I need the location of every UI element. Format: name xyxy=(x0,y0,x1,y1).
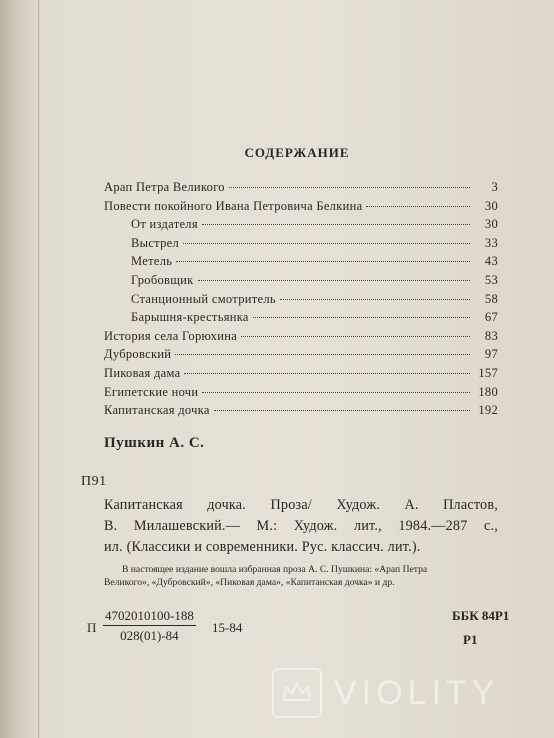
toc-entry-page: 97 xyxy=(484,347,498,362)
toc-entry-title: Капитанская дочка xyxy=(104,403,210,418)
toc-entry-page: 33 xyxy=(484,235,498,250)
crown-icon xyxy=(272,668,322,718)
toc-entry-page: 180 xyxy=(478,384,498,399)
toc-entry-title: Дубровский xyxy=(104,347,172,362)
annotation-line: Великого», «Дубровский», «Пиковая дама», «Капитанская дочка» и др. xyxy=(104,577,395,588)
toc-entry-page: 67 xyxy=(484,310,498,325)
toc-entry-title: От издателя xyxy=(131,217,198,232)
toc-entry-title: Метель xyxy=(131,254,173,269)
toc-entry-title: Арап Петра Великого xyxy=(104,180,225,194)
description-line: ил. (Классики и современники. Рус. классич. лит.). xyxy=(104,539,421,555)
toc-entry-page: 43 xyxy=(484,254,498,269)
toc-leader-dots xyxy=(202,392,470,393)
annotation xyxy=(104,563,500,589)
toc-title: СОДЕРЖАНИЕ xyxy=(244,145,350,160)
toc-leader-dots xyxy=(176,261,470,262)
toc-entry-page: 83 xyxy=(484,328,498,343)
toc-entry-page: 53 xyxy=(484,272,498,287)
toc-entry xyxy=(104,180,498,199)
isbn-denominator: 028(01)-84 xyxy=(120,628,179,643)
bibliographic-description xyxy=(104,495,498,558)
isbn-numerator: 4702010100-188 xyxy=(103,608,196,626)
isbn-fraction xyxy=(103,608,196,644)
toc-leader-dots xyxy=(366,206,470,207)
toc-entry xyxy=(104,236,498,255)
toc-entry xyxy=(104,329,498,348)
toc-entry-page: 192 xyxy=(478,403,498,418)
toc-entry-page: 30 xyxy=(484,217,498,232)
toc-leader-dots xyxy=(202,224,470,225)
toc-entry-page: 157 xyxy=(478,365,498,380)
bbk-index: ББК 84Р1 xyxy=(452,608,510,623)
toc-entry-title: Гробовщик xyxy=(131,272,194,287)
toc-leader-dots xyxy=(214,410,470,411)
toc-entry-title: Повести покойного Ивана Петровича Белкина xyxy=(104,198,363,213)
toc-entry xyxy=(104,254,498,273)
author-heading: Пушкин А. С. xyxy=(104,435,205,451)
toc-entry-title: Египетские ночи xyxy=(104,384,199,399)
description-line: Капитанская дочка. Проза/ Худож. А. Пластов, xyxy=(104,497,498,513)
description-line: В. Милашевский.— М.: Худож. лит., 1984.—287 с., xyxy=(104,518,498,534)
watermark-text: VIOLITY xyxy=(334,673,500,712)
toc-leader-dots xyxy=(184,373,470,374)
toc-entry-title: Выстрел xyxy=(131,235,180,250)
toc-leader-dots xyxy=(175,354,470,355)
isbn-prefix: П xyxy=(87,620,97,635)
toc-entry-title: Пиковая дама xyxy=(104,365,181,380)
toc-entry xyxy=(104,347,498,366)
toc-leader-dots xyxy=(183,243,470,244)
toc-entry xyxy=(104,310,498,329)
toc-leader-dots xyxy=(241,336,470,337)
toc-entry xyxy=(104,199,498,218)
watermark xyxy=(272,668,499,718)
toc-entry-title: Барышня-крестьянка xyxy=(131,310,249,325)
toc-entry xyxy=(104,366,498,385)
bbk-sub-index: Р1 xyxy=(463,632,478,647)
toc-entry xyxy=(104,217,498,236)
toc-entry-title: Станционный смотритель xyxy=(131,291,276,306)
annotation-line: В настоящее издание вошла избранная проза А. С. Пушкина: «Арап Петра xyxy=(122,564,428,575)
toc-entry-title: История села Горюхина xyxy=(104,328,238,343)
toc-entry-page: 3 xyxy=(491,180,498,194)
toc-entry xyxy=(104,292,498,311)
catalog-code: П91 xyxy=(81,474,107,489)
toc-entry-page: 30 xyxy=(484,198,498,213)
isbn-suffix: 15-84 xyxy=(212,620,243,635)
toc-entry-page: 58 xyxy=(484,291,498,306)
toc-entry xyxy=(104,273,498,292)
toc-entry xyxy=(104,385,498,404)
toc-leader-dots xyxy=(280,299,470,300)
toc-leader-dots xyxy=(198,280,470,281)
toc-leader-dots xyxy=(253,317,470,318)
toc-leader-dots xyxy=(229,187,470,188)
table-of-contents xyxy=(104,180,498,422)
toc-entry xyxy=(104,403,498,422)
